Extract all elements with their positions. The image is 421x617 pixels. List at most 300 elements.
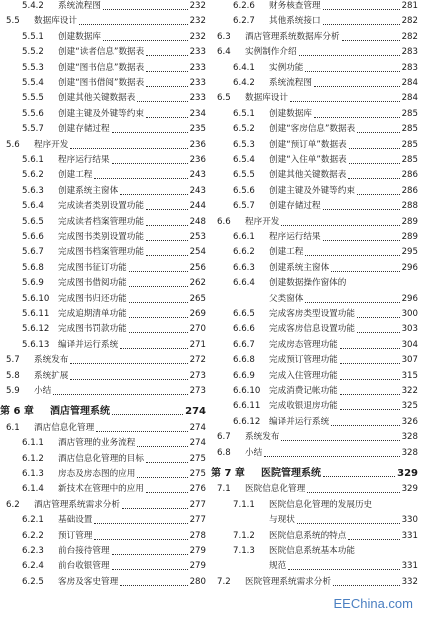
toc-entry-title: 客房及客史管理 bbox=[58, 576, 119, 587]
toc-entry-number: 6.6.3 bbox=[233, 262, 255, 273]
toc-entry-number: 5.5.2 bbox=[22, 47, 44, 58]
toc-entry-title: 完成读者档案管理功能 bbox=[58, 216, 144, 227]
toc-entry bbox=[0, 169, 206, 182]
toc-entry-number: 5.6.3 bbox=[22, 185, 44, 196]
dot-leader bbox=[331, 271, 399, 272]
toc-entry-number: 6.6.12 bbox=[233, 416, 261, 427]
dot-leader bbox=[146, 492, 188, 493]
dot-leader bbox=[323, 9, 400, 10]
toc-entry-page: 235 bbox=[189, 124, 206, 135]
toc-entry-number: 6.4.2 bbox=[233, 78, 255, 88]
toc-entry-page: 279 bbox=[189, 546, 206, 556]
toc-entry bbox=[211, 200, 418, 213]
toc-entry-number: 6.6.4 bbox=[233, 278, 255, 289]
toc-entry bbox=[211, 262, 418, 275]
toc-entry-page: 285 bbox=[401, 124, 418, 135]
toc-entry-title: 规范 bbox=[269, 561, 287, 572]
toc-entry-title: 实例制作介绍 bbox=[245, 47, 297, 58]
toc-entry bbox=[211, 123, 418, 136]
toc-entry bbox=[211, 576, 418, 589]
dot-leader bbox=[349, 148, 400, 149]
dot-leader bbox=[120, 585, 187, 586]
toc-entry-number: 6.5.7 bbox=[233, 201, 255, 212]
toc-entry-number: 7.1.1 bbox=[233, 499, 255, 510]
toc-entry-number: 6.5.6 bbox=[233, 185, 255, 196]
toc-entry-number: 5.5.5 bbox=[22, 93, 44, 104]
toc-entry-number: 5.6.6 bbox=[22, 232, 44, 242]
toc-entry-page: 273 bbox=[189, 370, 206, 381]
toc-entry bbox=[0, 385, 206, 398]
toc-entry-title: 创建“客房信息”数据表 bbox=[269, 124, 356, 135]
toc-entry-number: 5.6.7 bbox=[22, 247, 44, 258]
toc-entry bbox=[211, 530, 418, 543]
dot-leader bbox=[94, 539, 187, 540]
dot-leader bbox=[129, 317, 188, 318]
toc-entry-title: 医院信息化管理的发展历史 bbox=[269, 499, 373, 510]
toc-entry bbox=[0, 246, 206, 259]
toc-entry-title: 医院信息系统的特点 bbox=[269, 530, 347, 541]
toc-entry bbox=[211, 499, 418, 512]
toc-entry-title: 酒店管理的业务流程 bbox=[58, 438, 136, 449]
dot-leader bbox=[323, 240, 400, 241]
toc-entry bbox=[0, 545, 206, 558]
toc-entry-page: 244 bbox=[189, 201, 206, 212]
toc-entry-page: 289 bbox=[401, 216, 418, 227]
dot-leader bbox=[307, 492, 399, 493]
toc-entry-page: 315 bbox=[401, 370, 418, 381]
toc-entry bbox=[211, 323, 418, 336]
dot-leader bbox=[129, 271, 188, 272]
toc-entry-number: 6.6.6 bbox=[233, 324, 255, 335]
dot-leader bbox=[314, 117, 400, 118]
toc-entry-page: 284 bbox=[401, 93, 418, 104]
toc-entry bbox=[211, 385, 418, 398]
toc-entry-page: 248 bbox=[189, 216, 206, 227]
toc-entry-title: 创建系统主窗体 bbox=[58, 185, 119, 196]
toc-entry-title: 创建数据库 bbox=[58, 31, 101, 42]
toc-entry bbox=[0, 0, 206, 13]
toc-entry-page: 274 bbox=[185, 405, 206, 417]
toc-entry-page: 275 bbox=[189, 469, 206, 479]
dot-leader bbox=[129, 332, 188, 333]
dot-leader bbox=[323, 24, 400, 25]
toc-entry-number: 6.2.2 bbox=[22, 530, 44, 541]
toc-entry-number: 5.6.1 bbox=[22, 155, 44, 165]
toc-entry bbox=[0, 530, 206, 543]
dot-leader bbox=[281, 440, 399, 441]
toc-entry-title: 父类窗体 bbox=[269, 293, 304, 304]
toc-entry-page: 329 bbox=[401, 484, 418, 495]
toc-entry-number: 6.1.4 bbox=[22, 484, 44, 495]
toc-entry-page: 236 bbox=[189, 139, 206, 150]
dot-leader bbox=[264, 456, 399, 457]
toc-entry-page: 272 bbox=[189, 355, 206, 366]
toc-entry-page: 332 bbox=[401, 576, 418, 587]
toc-entry bbox=[211, 0, 418, 13]
toc-entry-number: 6.1 bbox=[6, 422, 20, 433]
toc-entry-page: 253 bbox=[189, 232, 206, 242]
dot-leader bbox=[348, 539, 399, 540]
toc-entry-page: 236 bbox=[189, 155, 206, 165]
toc-entry-page: 325 bbox=[401, 401, 418, 412]
toc-entry-page: 283 bbox=[401, 62, 418, 73]
toc-entry-page: 331 bbox=[401, 561, 418, 572]
toc-entry-title: 完成图书罚款功能 bbox=[58, 324, 127, 335]
toc-entry bbox=[0, 308, 206, 321]
toc-entry-page: 277 bbox=[189, 515, 206, 526]
dot-leader bbox=[340, 409, 400, 410]
toc-entry-page: 233 bbox=[189, 93, 206, 104]
toc-entry-number: 6.7 bbox=[217, 432, 231, 443]
toc-entry bbox=[0, 339, 206, 352]
dot-leader bbox=[137, 101, 187, 102]
toc-entry-title: 系统流程图 bbox=[269, 78, 312, 88]
toc-entry-number: 5.6.12 bbox=[22, 324, 50, 335]
toc-entry-number: 5.8 bbox=[6, 370, 20, 381]
toc-entry-title: 房态及房态图的应用 bbox=[58, 469, 136, 479]
dot-leader bbox=[112, 554, 188, 555]
toc-entry-number: 5.6.5 bbox=[22, 216, 44, 227]
toc-entry bbox=[211, 308, 418, 321]
toc-entry-number: 7.1.3 bbox=[233, 546, 255, 556]
toc-entry bbox=[0, 277, 206, 290]
toc-entry-title: 创建系统主窗体 bbox=[269, 262, 330, 273]
dot-leader bbox=[340, 379, 400, 380]
toc-entry-number: 6.6 bbox=[217, 216, 231, 227]
dot-leader bbox=[281, 225, 399, 226]
toc-entry bbox=[0, 576, 206, 589]
dot-leader bbox=[112, 132, 188, 133]
toc-entry-page: 232 bbox=[189, 31, 206, 42]
toc-entry-number: 6.6.7 bbox=[233, 339, 255, 350]
toc-entry-page: 322 bbox=[401, 386, 418, 396]
dot-leader bbox=[357, 194, 400, 195]
toc-entry bbox=[0, 216, 206, 229]
toc-entry bbox=[0, 139, 206, 152]
dot-leader bbox=[137, 446, 187, 447]
toc-entry-number: 5.6.4 bbox=[22, 201, 44, 212]
toc-entry-title: 完成图书类别设置功能 bbox=[58, 232, 144, 242]
toc-entry-title: 创建主键及外键等约束 bbox=[58, 108, 144, 119]
dot-leader bbox=[340, 363, 400, 364]
dot-leader bbox=[305, 71, 399, 72]
toc-entry bbox=[211, 185, 418, 198]
toc-entry bbox=[0, 468, 206, 481]
toc-entry-number: 5.9 bbox=[6, 386, 20, 396]
toc-entry-title: 创建存储过程 bbox=[269, 201, 321, 212]
toc-entry bbox=[0, 370, 206, 383]
toc-entry-page: 271 bbox=[189, 339, 206, 350]
toc-entry-number: 第 6 章 bbox=[0, 405, 34, 417]
toc-entry-page: 232 bbox=[189, 16, 206, 27]
toc-entry-page: 269 bbox=[189, 309, 206, 319]
toc-entry-title: 完成客房信息设置功能 bbox=[269, 324, 355, 335]
toc-entry bbox=[0, 108, 206, 121]
toc-entry-page: 295 bbox=[401, 247, 418, 258]
toc-entry-title: 完成入住管理功能 bbox=[269, 370, 338, 381]
toc-entry bbox=[211, 216, 418, 229]
toc-entry bbox=[211, 277, 418, 290]
dot-leader bbox=[70, 379, 187, 380]
toc-entry-page: 300 bbox=[401, 309, 418, 319]
toc-entry bbox=[211, 465, 418, 481]
toc-entry-number: 6.6.2 bbox=[233, 247, 255, 258]
toc-entry-page: 265 bbox=[189, 293, 206, 304]
toc-entry-number: 5.6.11 bbox=[22, 309, 50, 319]
toc-entry-title: 程序运行结果 bbox=[58, 155, 110, 165]
toc-entry-page: 234 bbox=[189, 108, 206, 119]
toc-entry-page: 330 bbox=[401, 515, 418, 526]
toc-entry bbox=[211, 483, 418, 496]
toc-entry-number: 5.6 bbox=[6, 139, 20, 150]
toc-entry-page: 326 bbox=[401, 416, 418, 427]
toc-entry-page: 289 bbox=[401, 232, 418, 242]
toc-entry bbox=[0, 453, 206, 466]
toc-entry-page: 262 bbox=[189, 278, 206, 289]
toc-entry-page: 243 bbox=[189, 170, 206, 181]
toc-entry-page: 274 bbox=[189, 438, 206, 449]
toc-entry-page: 282 bbox=[401, 31, 418, 42]
toc-entry bbox=[0, 77, 206, 90]
toc-entry bbox=[211, 514, 418, 527]
dot-leader bbox=[70, 148, 187, 149]
toc-entry-page: 233 bbox=[189, 78, 206, 88]
toc-entry-number: 6.1.1 bbox=[22, 438, 44, 449]
toc-entry-number: 6.1.2 bbox=[22, 453, 44, 464]
toc-entry-title: 数据库设计 bbox=[34, 16, 77, 27]
dot-leader bbox=[129, 302, 188, 303]
toc-entry-title: 完成追期清单功能 bbox=[58, 309, 127, 319]
dot-leader bbox=[340, 394, 400, 395]
toc-entry-title: 完成图书归还功能 bbox=[58, 293, 127, 304]
dot-leader bbox=[79, 24, 188, 25]
toc-entry-number: 6.2 bbox=[6, 499, 20, 510]
toc-entry-title: 程序开发 bbox=[34, 139, 69, 150]
dot-leader bbox=[120, 194, 187, 195]
toc-entry bbox=[211, 108, 418, 121]
toc-entry-page: 233 bbox=[189, 62, 206, 73]
toc-entry-page: 279 bbox=[189, 561, 206, 572]
toc-entry-title: 完成收银退房功能 bbox=[269, 401, 338, 412]
toc-entry bbox=[0, 323, 206, 336]
toc-entry bbox=[211, 545, 418, 558]
toc-entry-page: 303 bbox=[401, 324, 418, 335]
toc-entry-number: 6.4.1 bbox=[233, 62, 255, 73]
toc-entry-title: 医院管理系统需求分析 bbox=[245, 576, 331, 587]
toc-entry-number: 6.5.4 bbox=[233, 155, 255, 165]
toc-entry-number: 5.5.1 bbox=[22, 31, 44, 42]
toc-entry-title: 酒店管理系统数据库分析 bbox=[245, 31, 340, 42]
dot-leader bbox=[299, 55, 400, 56]
toc-entry-title: 完成消费记帐功能 bbox=[269, 386, 338, 396]
toc-entry bbox=[211, 416, 418, 429]
toc-entry-title: 编译并运行系统 bbox=[58, 339, 119, 350]
toc-entry-number: 5.6.10 bbox=[22, 293, 50, 304]
dot-leader bbox=[305, 255, 399, 256]
toc-entry-page: 283 bbox=[401, 47, 418, 58]
toc-entry bbox=[211, 246, 418, 259]
toc-entry-title: 创建“入住单”数据表 bbox=[269, 155, 347, 165]
toc-entry-title: 创建“图书信息”数据表 bbox=[58, 62, 145, 73]
toc-entry-page: 307 bbox=[401, 355, 418, 366]
dot-leader bbox=[146, 255, 188, 256]
toc-entry-page: 273 bbox=[189, 386, 206, 396]
dot-leader bbox=[297, 523, 400, 524]
toc-entry-page: 286 bbox=[401, 170, 418, 181]
dot-leader bbox=[333, 585, 400, 586]
toc-entry-page: 284 bbox=[401, 78, 418, 88]
toc-entry bbox=[0, 403, 206, 419]
toc-entry-number: 5.4.2 bbox=[22, 1, 44, 11]
toc-entry bbox=[211, 154, 418, 167]
dot-leader bbox=[53, 394, 187, 395]
toc-entry-title: 数据库设计 bbox=[245, 93, 288, 104]
toc-entry bbox=[211, 370, 418, 383]
dot-leader bbox=[342, 40, 400, 41]
dot-leader bbox=[305, 302, 399, 303]
toc-entry-number: 6.2.7 bbox=[233, 16, 255, 27]
toc-entry-page: 281 bbox=[401, 1, 418, 11]
dot-leader bbox=[96, 431, 187, 432]
toc-entry-title: 编译并运行系统 bbox=[269, 416, 330, 427]
toc-entry-title: 完成图书征订功能 bbox=[58, 262, 127, 273]
toc-entry-title: 医院信息化管理 bbox=[245, 484, 306, 495]
toc-entry-number: 6.1.3 bbox=[22, 469, 44, 479]
toc-entry bbox=[0, 31, 206, 44]
toc-entry-title: 预订管理 bbox=[58, 530, 93, 541]
toc-entry bbox=[0, 15, 206, 28]
toc-entry-number: 6.6.8 bbox=[233, 355, 255, 366]
toc-entry-page: 329 bbox=[397, 467, 418, 479]
toc-entry-number: 6.3 bbox=[217, 31, 231, 42]
toc-entry bbox=[0, 46, 206, 59]
toc-entry-title: 小结 bbox=[245, 447, 263, 458]
toc-entry-title: 系统扩展 bbox=[34, 370, 69, 381]
toc-entry-page: 254 bbox=[189, 247, 206, 258]
dot-leader bbox=[357, 317, 400, 318]
toc-entry-title: 与现状 bbox=[269, 515, 295, 526]
toc-entry-number: 6.6.9 bbox=[233, 370, 255, 381]
dot-leader bbox=[146, 240, 188, 241]
toc-entry-title: 创建其他关键数据表 bbox=[58, 93, 136, 104]
toc-entry-page: 296 bbox=[401, 293, 418, 304]
dot-leader bbox=[146, 225, 188, 226]
toc-entry-page: 277 bbox=[189, 499, 206, 510]
toc-entry bbox=[211, 400, 418, 413]
toc-entry-title: 完成房态管理功能 bbox=[269, 339, 338, 350]
toc-entry-number: 6.5.1 bbox=[233, 108, 255, 119]
toc-entry-title: 酒店信息化管理的目标 bbox=[58, 453, 144, 464]
dot-leader bbox=[103, 9, 188, 10]
dot-leader bbox=[340, 348, 400, 349]
toc-entry bbox=[211, 447, 418, 460]
toc-entry-page: 288 bbox=[401, 201, 418, 212]
toc-entry-title: 财务核查管理 bbox=[269, 1, 321, 11]
toc-entry bbox=[0, 499, 206, 512]
toc-entry-number: 6.5.3 bbox=[233, 139, 255, 150]
toc-entry-title: 创建“预订单”数据表 bbox=[269, 139, 347, 150]
toc-entry-page: 270 bbox=[189, 324, 206, 335]
toc-entry-title: 前台接待管理 bbox=[58, 546, 110, 556]
dot-leader bbox=[357, 132, 399, 133]
toc-entry-number: 7.1 bbox=[217, 484, 231, 495]
toc-entry-number: 5.6.13 bbox=[22, 339, 50, 350]
toc-entry-title: 系统发布 bbox=[34, 355, 69, 366]
toc-entry-page: 233 bbox=[189, 47, 206, 58]
toc-entry bbox=[211, 31, 418, 44]
toc-entry bbox=[211, 15, 418, 28]
toc-entry-number: 6.8 bbox=[217, 447, 231, 458]
toc-entry-number: 5.6.8 bbox=[22, 262, 44, 273]
dot-leader bbox=[146, 71, 187, 72]
toc-entry-page: 280 bbox=[189, 576, 206, 587]
toc-entry-page: 275 bbox=[189, 453, 206, 464]
toc-entry bbox=[0, 262, 206, 275]
toc-entry-title: 创建其他关键数据表 bbox=[269, 170, 347, 181]
dot-leader bbox=[348, 178, 399, 179]
toc-entry-title: 完成读者类别设置功能 bbox=[58, 201, 144, 212]
toc-entry-page: 256 bbox=[189, 262, 206, 273]
toc-entry-page: 285 bbox=[401, 155, 418, 165]
watermark: EEChina.com bbox=[333, 596, 413, 611]
toc-entry-title: 创建数据库 bbox=[269, 108, 312, 119]
toc-entry bbox=[0, 62, 206, 75]
toc-entry bbox=[0, 514, 206, 527]
toc-entry-number: 6.2.5 bbox=[22, 576, 44, 587]
toc-entry-title: 系统流程图 bbox=[58, 1, 101, 11]
toc-entry bbox=[0, 422, 206, 435]
toc-entry-page: 282 bbox=[401, 16, 418, 27]
toc-entry-title: 创建“读者信息”数据表 bbox=[58, 47, 145, 58]
toc-entry-title: 前台收银管理 bbox=[58, 561, 110, 572]
toc-entry bbox=[0, 154, 206, 167]
toc-entry-number: 5.5 bbox=[6, 16, 20, 27]
dot-leader bbox=[331, 425, 399, 426]
toc-entry-page: 243 bbox=[189, 185, 206, 196]
toc-entry-number: 6.2.3 bbox=[22, 546, 44, 556]
toc-entry bbox=[0, 92, 206, 105]
dot-leader bbox=[146, 55, 187, 56]
dot-leader bbox=[112, 569, 188, 570]
toc-entry-page: 328 bbox=[401, 432, 418, 443]
toc-entry-title: 创建数据操作窗体的 bbox=[269, 278, 347, 289]
toc-entry-title: 小结 bbox=[34, 386, 52, 396]
toc-entry-number: 5.5.4 bbox=[22, 78, 44, 88]
toc-entry-title: 程序运行结果 bbox=[269, 232, 321, 242]
toc-entry-title: 创建“图书借阅”数据表 bbox=[58, 78, 145, 88]
toc-entry bbox=[211, 293, 418, 306]
toc-entry bbox=[211, 560, 418, 573]
toc-entry-number: 5.6.2 bbox=[22, 170, 44, 181]
toc-entry-title: 完成客房类型设置功能 bbox=[269, 309, 355, 319]
toc-entry bbox=[0, 483, 206, 496]
toc-entry bbox=[0, 123, 206, 136]
toc-entry-title: 程序开发 bbox=[245, 216, 280, 227]
toc-entry-page: 278 bbox=[189, 530, 206, 541]
dot-leader bbox=[70, 363, 187, 364]
toc-entry-title: 完成图书档案管理功能 bbox=[58, 247, 144, 258]
dot-leader bbox=[112, 163, 188, 164]
dot-leader bbox=[146, 86, 187, 87]
dot-leader bbox=[120, 348, 187, 349]
toc-entry-number: 6.5 bbox=[217, 93, 231, 104]
toc-entry bbox=[0, 293, 206, 306]
dot-leader bbox=[137, 477, 187, 478]
toc-entry-title: 实例功能 bbox=[269, 62, 304, 73]
dot-leader bbox=[94, 523, 187, 524]
toc-entry-number: 6.5.5 bbox=[233, 170, 255, 181]
dot-leader bbox=[314, 86, 400, 87]
